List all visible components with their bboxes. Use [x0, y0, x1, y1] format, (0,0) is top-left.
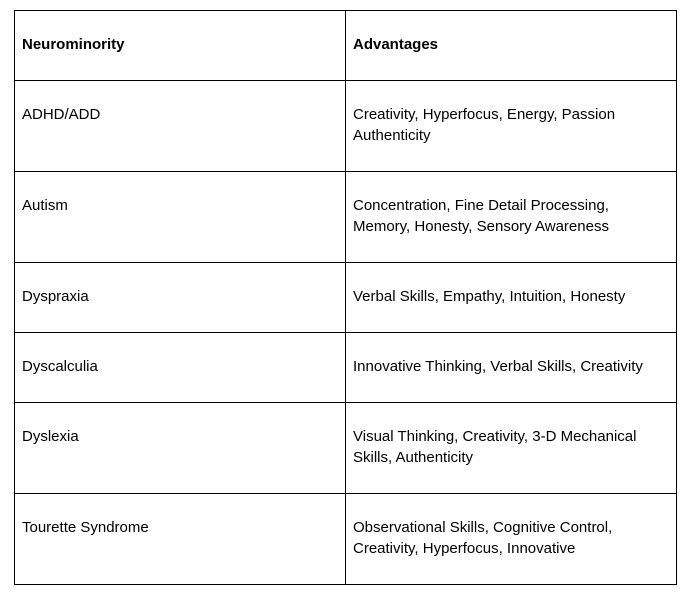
- cell-advantages: [346, 403, 677, 494]
- cell-neurominority: Dyscalculia: [15, 333, 346, 403]
- advantages-line: Visual Thinking, Creativity, 3-D Mechanical: [353, 428, 637, 445]
- advantages-line: Authenticity: [353, 126, 431, 144]
- table-row: [15, 81, 677, 172]
- advantages-line: Verbal Skills, Empathy, Intuition, Honesty: [353, 288, 626, 305]
- advantages-line: Memory, Honesty, Sensory Awareness: [353, 217, 609, 235]
- header-neurominority: Neurominority: [15, 11, 346, 81]
- advantages-line: Creativity, Hyperfocus, Energy, Passion: [353, 106, 616, 123]
- table-row: [15, 494, 677, 585]
- cell-advantages: [346, 172, 677, 263]
- cell-neurominority: Dyspraxia: [15, 263, 346, 333]
- advantages-line: Concentration, Fine Detail Processing,: [353, 197, 609, 214]
- cell-advantages: [346, 263, 677, 333]
- table-header-row: [15, 11, 677, 81]
- table-row: [15, 263, 677, 333]
- advantages-line: Innovative Thinking, Verbal Skills, Creativity: [353, 358, 643, 375]
- cell-advantages: [346, 333, 677, 403]
- header-advantages: Advantages: [346, 11, 677, 81]
- advantages-line: Observational Skills, Cognitive Control,: [353, 519, 613, 536]
- cell-advantages: [346, 81, 677, 172]
- advantages-line: Skills, Authenticity: [353, 448, 474, 466]
- cell-advantages: [346, 494, 677, 585]
- neurominority-table: [14, 10, 677, 585]
- cell-neurominority: ADHD/ADD: [15, 81, 346, 172]
- cell-neurominority: Autism: [15, 172, 346, 263]
- table-row: [15, 172, 677, 263]
- cell-neurominority: Tourette Syndrome: [15, 494, 346, 585]
- cell-neurominority: Dyslexia: [15, 403, 346, 494]
- table-row: [15, 403, 677, 494]
- advantages-line: Creativity, Hyperfocus, Innovative: [353, 539, 576, 557]
- table-row: [15, 333, 677, 403]
